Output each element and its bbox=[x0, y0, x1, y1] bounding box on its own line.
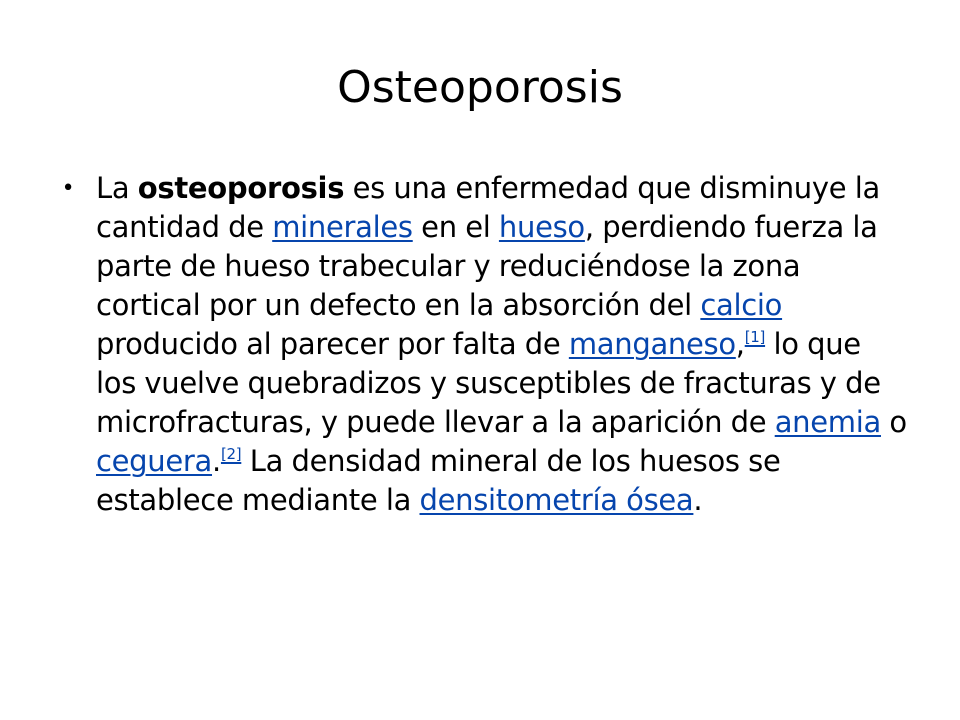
bullet-paragraph bbox=[96, 169, 908, 520]
text-segment: producido al parecer por falta de bbox=[96, 327, 569, 361]
reference-link-1[interactable]: [1] bbox=[744, 328, 766, 346]
text-segment: lo que los vuelve quebradizos y susceptibles de fracturas y de microfracturas, y puede llevar a la aparición de bbox=[96, 327, 881, 439]
text-segment: , perdiendo fuerza la parte de hueso trabecular y reduciéndose la zona cortical por un defecto en la absorción del bbox=[96, 210, 878, 322]
text-segment: , bbox=[735, 327, 745, 361]
link-ceguera[interactable]: ceguera bbox=[96, 444, 213, 478]
bullet-icon: • bbox=[61, 176, 75, 201]
bullet-item bbox=[60, 169, 908, 520]
reference-link-2[interactable]: [2] bbox=[220, 445, 242, 463]
link-densitometria-osea[interactable]: densitometría ósea bbox=[419, 483, 694, 517]
link-calcio[interactable]: calcio bbox=[700, 288, 783, 322]
text-segment: La densidad mineral de los huesos se establece mediante la bbox=[96, 444, 781, 517]
bold-term: osteoporosis bbox=[137, 171, 345, 205]
link-manganeso[interactable]: manganeso bbox=[568, 327, 736, 361]
slide-content bbox=[60, 169, 908, 520]
link-minerales[interactable]: minerales bbox=[272, 210, 413, 244]
text-segment: . bbox=[693, 483, 703, 517]
link-hueso[interactable]: hueso bbox=[498, 210, 585, 244]
text-segment: es una enfermedad que disminuye la cantidad de bbox=[96, 171, 880, 244]
text-segment: o bbox=[880, 405, 907, 439]
text-segment: en el bbox=[412, 210, 499, 244]
slide-title: Osteoporosis bbox=[337, 62, 623, 113]
text-segment: La bbox=[96, 171, 138, 205]
link-anemia[interactable]: anemia bbox=[774, 405, 881, 439]
text-segment: . bbox=[212, 444, 221, 478]
